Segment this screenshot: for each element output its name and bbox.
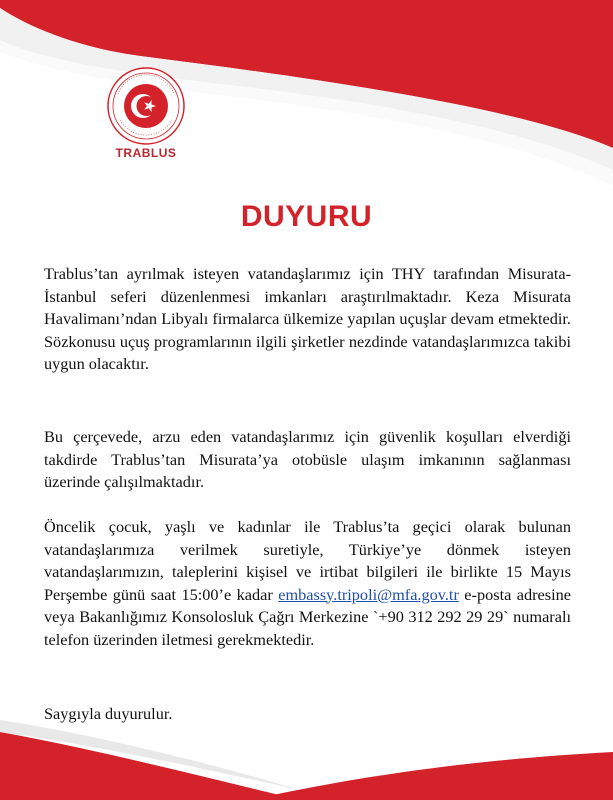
email-link[interactable]: embassy.tripoli@mfa.gov.tr xyxy=(278,584,459,604)
paragraph-flights: Trablus’tan ayrılmak isteyen vatandaşlarımız için THY tarafından Misurata-İstanbul seferi düzenlenmesi imkanları araştırılmaktadır. Keza Misurata Havalimanı’ndan Libyalı firmalarca ülkemize yapılan uçuşlar devam etmektedir. Sözkonusu uçuş programlarının ilgili şirketler nezdinde vatandaşlarımızca takibi uygun olacaktır. xyxy=(44,264,571,373)
logo-caption: TRABLUS xyxy=(115,146,177,160)
bottom-red-swoosh xyxy=(0,732,300,800)
closing-text: Saygıyla duyurulur. xyxy=(44,704,173,723)
paragraph-contact xyxy=(44,516,571,651)
paragraph-contact-text-before: Öncelik çocuk, yaşlı ve kadınlar ile Trablus’ta geçici olarak bulunan vatandaşlarımıza verilmek suretiyle, Türkiye’ye dönmek isteyen vatandaşlarımızın, taleplerini kişisel ve irtibat bilgileri ile birlikte 15 Mayıs Perşembe günü saat 15:00’e kadar xyxy=(44,517,571,604)
paragraph-contact-text-after: e-posta adresine veya Bakanlığımız Konsolosluk Çağrı Merkezine `+90 312 292 29 29` numaralı telefon üzerinden iletmesi gerekmektedir. xyxy=(44,584,571,649)
page-title: DUYURU xyxy=(240,200,373,233)
paragraph-bus-transport: Bu çerçevede, arzu eden vatandaşlarımız için güvenlik koşulları elverdiği takdirde Trablus’tan Misurata’ya otobüsle ulaşım imkanının sağlanması üzerinde çalışılmaktadır. xyxy=(44,427,571,491)
bottom-red-swoosh-2 xyxy=(250,752,613,800)
